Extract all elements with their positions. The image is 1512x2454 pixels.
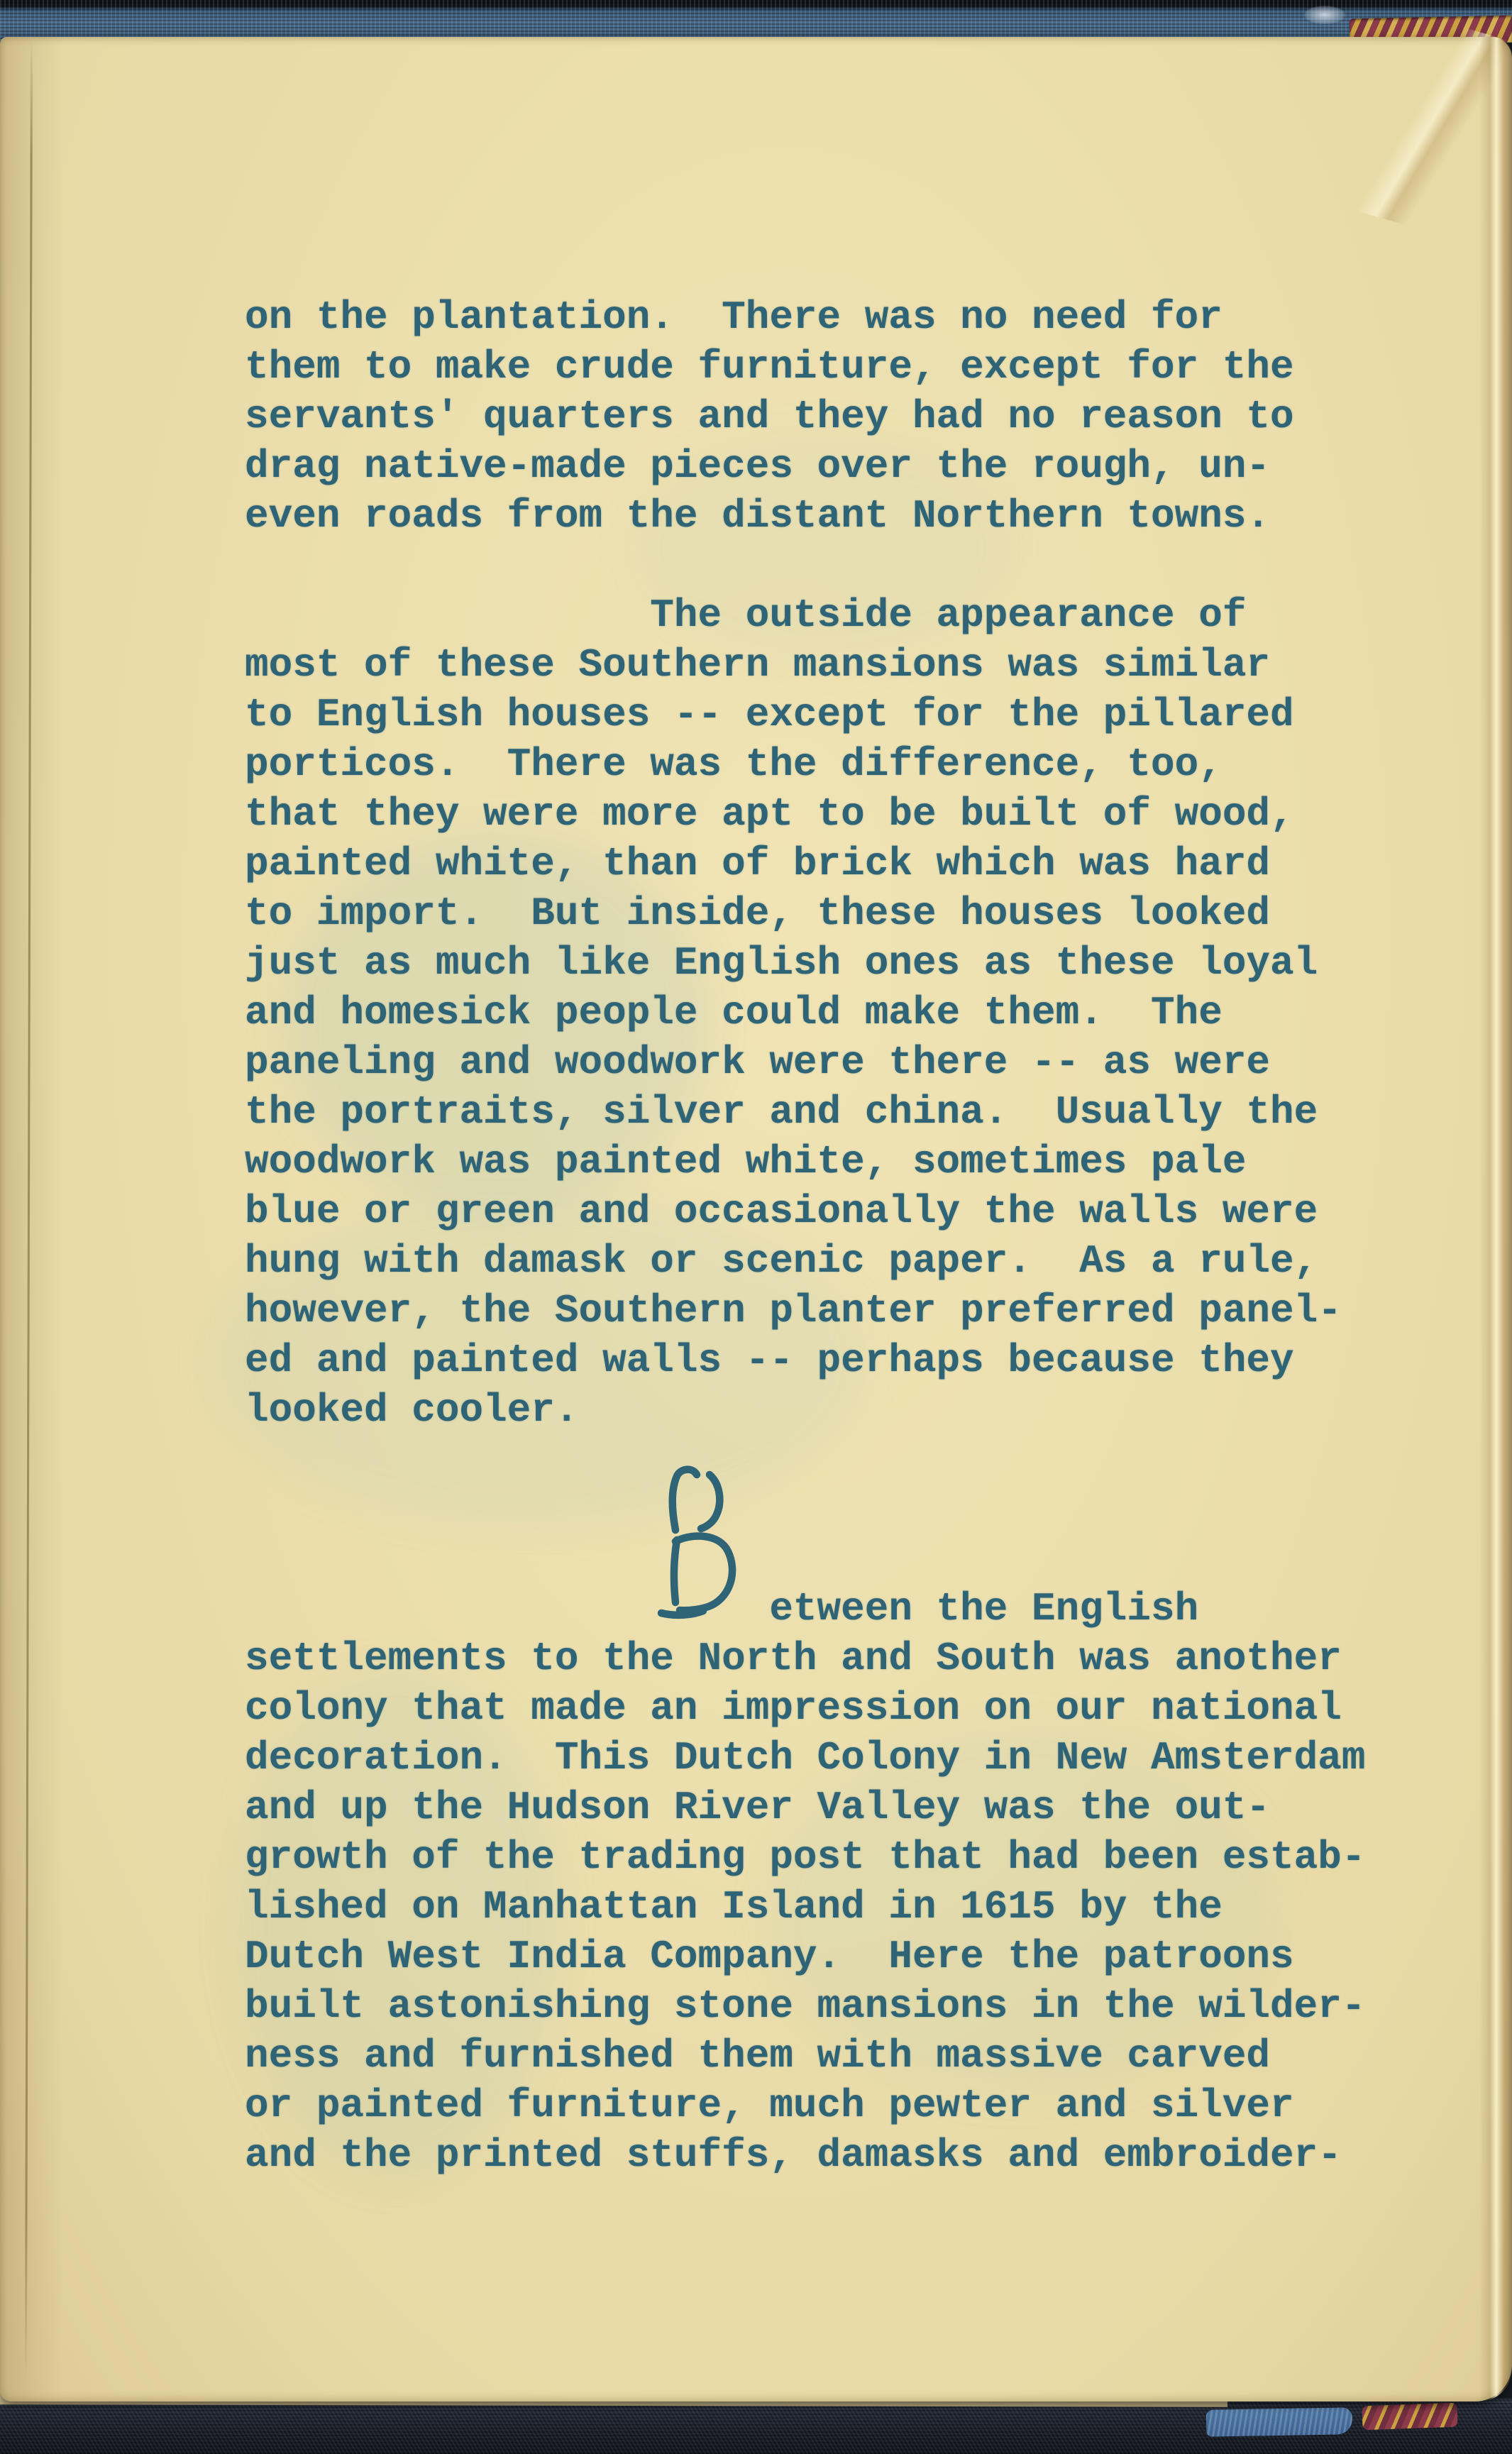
text-block [245,292,1365,2180]
text-line: on the plantation. There was no need for [245,295,1223,340]
text-line: Dutch West India Company. Here the patroons [245,1934,1294,1979]
text-line: ed and painted walls -- perhaps because they [245,1338,1294,1383]
text-line: drag native-made pieces over the rough, un- [245,444,1271,489]
text-line: paneling and woodwork were there -- as were [245,1040,1271,1085]
text-line: and the printed stuffs, damasks and embroider- [245,2133,1342,2178]
text-line: them to make crude furniture, except for the [245,344,1294,390]
text-line: painted white, than of brick which was hard [245,841,1271,886]
text-line: or painted furniture, much pewter and silver [245,2083,1294,2128]
blue-cloth-scrap [1206,2407,1353,2437]
text-line: and up the Hudson River Valley was the out- [245,1785,1271,1830]
text-line: etween the English [245,1586,1199,1632]
text-line: looked cooler. [245,1387,579,1433]
text-line: just as much like English ones as these loyal [245,940,1318,986]
text-line: colony that made an impression on our national [245,1685,1342,1731]
text-line: to English houses -- except for the pillared [245,692,1294,737]
text-line [245,1435,1365,1485]
text-line: ness and furnished them with massive carved [245,2033,1271,2079]
text-line [245,1534,1365,1584]
cloth-fray-fleck [1304,6,1345,24]
text-line: decoration. This Dutch Colony in New Amsterdam [245,1735,1366,1781]
gutter-shadow [0,37,64,2401]
text-line: lished on Manhattan Island in 1615 by the [245,1884,1223,1930]
page-fore-edge [1479,37,1512,2401]
text-line: even roads from the distant Northern towns. [245,493,1271,539]
text-line: most of these Southern mansions was similar [245,642,1271,688]
text-line: and homesick people could make them. The [245,990,1223,1035]
text-line: settlements to the North and South was another [245,1636,1342,1681]
maroon-cloth-scrap [1362,2403,1457,2431]
text-line: however, the Southern planter preferred panel- [245,1288,1342,1333]
text-line: woodwork was painted white, sometimes pale [245,1139,1247,1184]
text-line: porticos. There was the difference, too, [245,742,1223,787]
text-line: hung with damask or scenic paper. As a rule, [245,1238,1318,1284]
text-line: that they were more apt to be built of wood, [245,791,1294,837]
text-line: The outside appearance of [245,593,1247,638]
book-cover-cloth-top [0,0,1512,43]
text-line: servants' quarters and they had no reason to [245,394,1294,439]
text-line: blue or green and occasionally the walls were [245,1189,1318,1234]
text-line: built astonishing stone mansions in the wilder- [245,1983,1366,2029]
text-line [245,1485,1365,1534]
text-line: the portraits, silver and china. Usually the [245,1089,1318,1135]
text-line: to import. But inside, these houses looked [245,891,1271,936]
text-line: growth of the trading post that had been estab- [245,1834,1366,1880]
text-line [245,541,1365,590]
